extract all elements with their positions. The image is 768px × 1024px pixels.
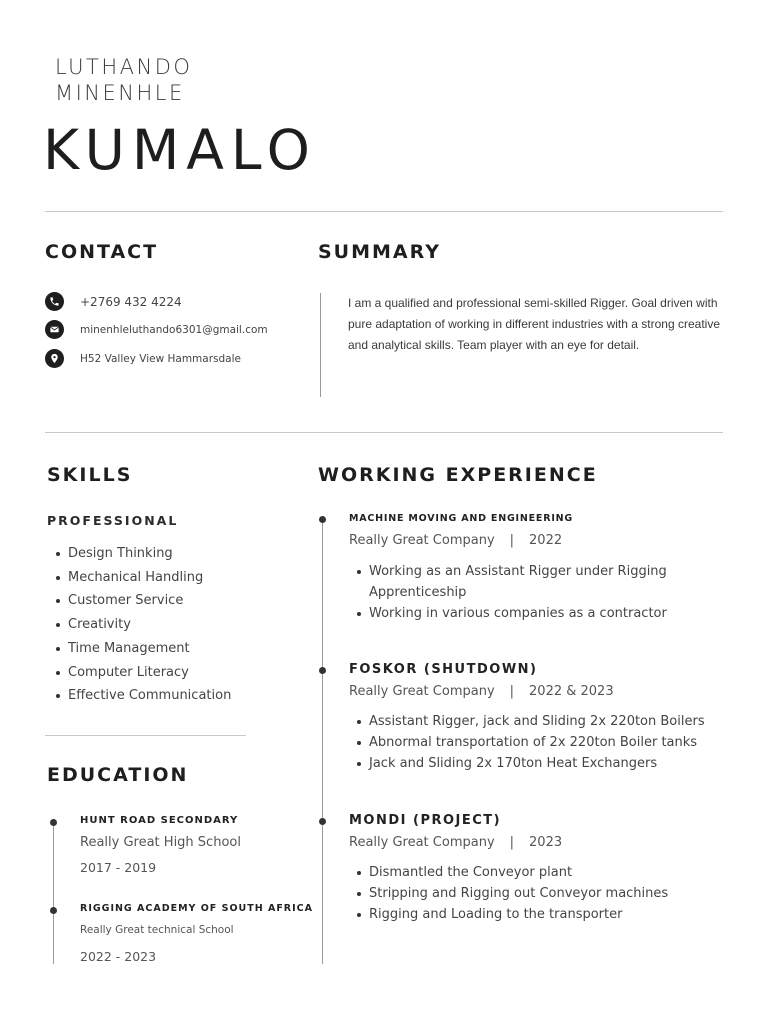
skills-subheading: PROFESSIONAL <box>47 513 179 528</box>
contact-phone-row <box>45 292 182 311</box>
job-company: Really Great Company <box>349 835 495 850</box>
last-name: KUMALO <box>43 118 317 182</box>
list-item: Dismantled the Conveyor plant <box>357 862 717 883</box>
contact-address-row <box>45 349 241 368</box>
job-year: 2022 <box>529 533 563 548</box>
job-title: FOSKOR (SHUTDOWN) <box>349 662 538 677</box>
skills-heading: SKILLS <box>47 464 133 486</box>
summary-text: I am a qualified and professional semi-skilled Rigger. Goal driven with pure adaptation of working in different industries with a strong creative and analytical skills. Team player with an eye for detail. <box>348 296 720 352</box>
timeline-dot <box>319 818 326 825</box>
timeline-dot <box>50 907 57 914</box>
skills-list <box>56 542 231 708</box>
phone-icon <box>45 292 64 311</box>
summary-heading: SUMMARY <box>318 241 441 263</box>
experience-heading: WORKING EXPERIENCE <box>318 464 598 486</box>
experience-timeline <box>322 520 323 964</box>
education-timeline <box>53 820 54 964</box>
job-company: Really Great Company <box>349 533 495 548</box>
job-separator: | <box>509 684 515 699</box>
timeline-dot <box>50 819 57 826</box>
education-title: HUNT ROAD SECONDARY <box>80 815 239 826</box>
contact-email: minenhleluthando6301@gmail.com <box>80 323 268 336</box>
first-names <box>55 54 192 106</box>
contact-phone: +2769 432 4224 <box>80 294 182 309</box>
contact-address: H52 Valley View Hammarsdale <box>80 352 241 365</box>
education-school: Really Great High School <box>80 835 241 850</box>
contact-email-row <box>45 320 268 339</box>
list-item: Computer Literacy <box>56 661 231 685</box>
job-year: 2022 & 2023 <box>529 684 614 699</box>
list-item: Rigging and Loading to the transporter <box>357 904 717 925</box>
education-years: 2022 - 2023 <box>80 949 157 964</box>
middle-name: MINENHLE <box>55 81 185 105</box>
timeline-dot <box>319 667 326 674</box>
education-years: 2017 - 2019 <box>80 860 157 875</box>
job-company-line <box>349 533 562 548</box>
skills-divider <box>45 735 246 736</box>
list-item: Design Thinking <box>56 542 231 566</box>
list-item: Working as an Assistant Rigger under Rigging Apprenticeship <box>357 561 717 603</box>
job-bullets <box>357 561 717 624</box>
list-item: Assistant Rigger, jack and Sliding 2x 220ton Boilers <box>357 711 727 732</box>
list-item: Abnormal transportation of 2x 220ton Boiler tanks <box>357 732 727 753</box>
list-item: Time Management <box>56 637 231 661</box>
job-company: Really Great Company <box>349 684 495 699</box>
list-item: Customer Service <box>56 589 231 613</box>
list-item: Jack and Sliding 2x 170ton Heat Exchangers <box>357 753 727 774</box>
timeline-dot <box>319 516 326 523</box>
first-name: LUTHANDO <box>55 55 193 79</box>
job-title: MACHINE MOVING AND ENGINEERING <box>349 513 574 524</box>
job-bullets <box>357 711 727 774</box>
list-item: Working in various companies as a contractor <box>357 603 717 624</box>
top-divider <box>45 211 723 212</box>
list-item: Creativity <box>56 613 231 637</box>
job-bullets <box>357 862 717 925</box>
job-year: 2023 <box>529 835 563 850</box>
job-separator: | <box>509 835 515 850</box>
education-school: Really Great technical School <box>80 924 234 936</box>
job-separator: | <box>509 533 515 548</box>
list-item: Mechanical Handling <box>56 566 231 590</box>
education-heading: EDUCATION <box>47 764 189 786</box>
location-pin-icon <box>45 349 64 368</box>
education-title: RIGGING ACADEMY OF SOUTH AFRICA <box>80 903 313 914</box>
middle-divider <box>45 432 723 433</box>
job-company-line <box>349 684 614 699</box>
mail-icon <box>45 320 64 339</box>
list-item: Stripping and Rigging out Conveyor machines <box>357 883 717 904</box>
contact-heading: CONTACT <box>45 241 159 263</box>
job-title: MONDI (PROJECT) <box>349 813 502 828</box>
list-item: Effective Communication <box>56 684 231 708</box>
job-company-line <box>349 835 562 850</box>
summary-divider <box>320 293 321 397</box>
